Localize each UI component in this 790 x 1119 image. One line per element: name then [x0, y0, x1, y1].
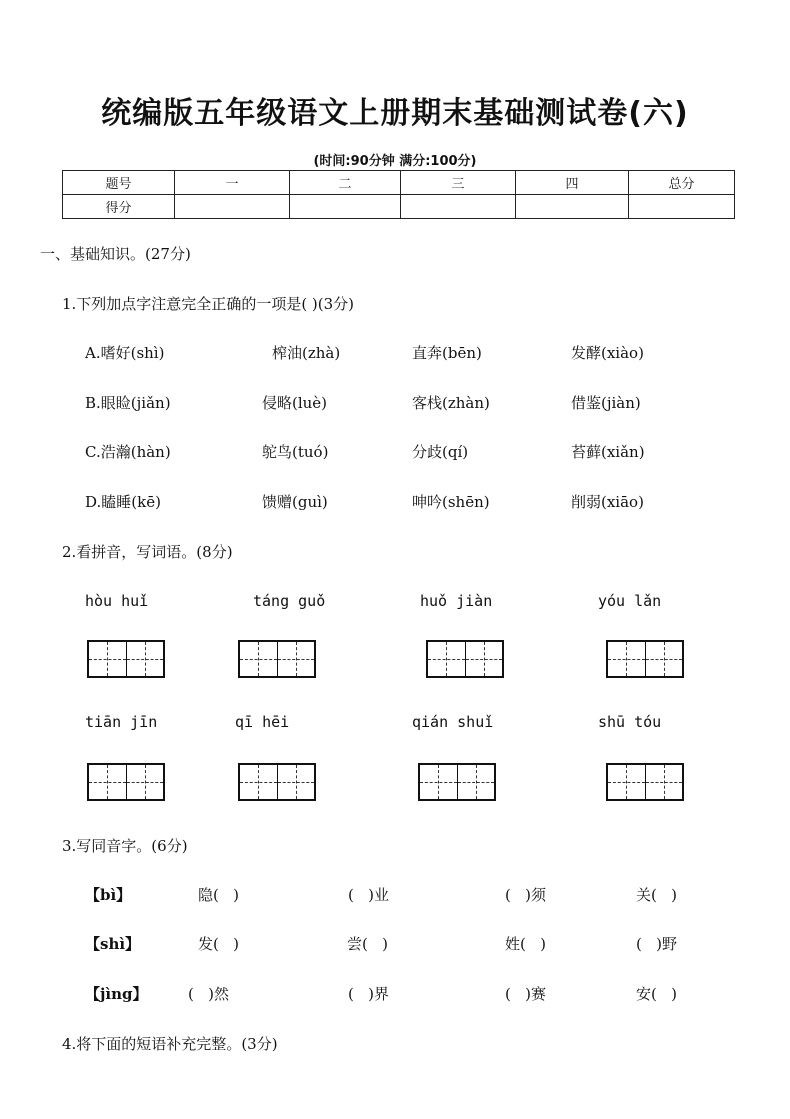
writing-grid[interactable]	[238, 640, 316, 678]
question-4-prompt: 4.将下面的短语补充完整。(3分)	[62, 1035, 278, 1053]
pinyin-tag: 【shì】	[85, 935, 141, 953]
section-heading: 一、基础知识。(27分)	[40, 245, 191, 263]
score-header-cell: 三	[401, 171, 516, 195]
pinyin-label: shū tóu	[598, 713, 662, 731]
option-row-b	[85, 392, 725, 414]
option-word: 馈赠(guì)	[262, 493, 328, 511]
score-cell[interactable]	[175, 195, 290, 219]
pinyin-label: hòu huǐ	[85, 592, 149, 610]
option-word: 侵略(luè)	[262, 394, 328, 412]
score-row-label: 得分	[63, 195, 175, 219]
writing-grid-row-2	[0, 763, 790, 805]
score-header-cell: 总分	[629, 171, 735, 195]
score-cell[interactable]	[516, 195, 629, 219]
homophone-blank[interactable]: 发( )	[198, 935, 240, 953]
pinyin-label: tiān jīn	[85, 713, 158, 731]
pinyin-label: qián shuǐ	[412, 713, 494, 731]
question-3-prompt: 3.写同音字。(6分)	[62, 837, 188, 855]
pinyin-tag: 【bì】	[85, 886, 132, 904]
writing-grid[interactable]	[426, 640, 504, 678]
homophone-blank[interactable]: 关( )	[636, 886, 678, 904]
score-cell[interactable]	[290, 195, 401, 219]
option-word: 鸵鸟(tuó)	[262, 443, 329, 461]
question-1-prompt: 1.下列加点字注意完全正确的一项是( )(3分)	[62, 295, 355, 313]
writing-grid[interactable]	[87, 763, 165, 801]
pinyin-label: yóu lǎn	[598, 592, 662, 610]
homophone-blank[interactable]: ( )业	[348, 886, 390, 904]
writing-grid-row-1	[0, 640, 790, 682]
homophone-blank[interactable]: 姓( )	[505, 935, 547, 953]
homophone-row	[85, 933, 725, 955]
option-word: A.嗜好(shì)	[85, 344, 165, 362]
exam-time-score-note: (时间:90分钟 满分:100分)	[313, 154, 477, 169]
pinyin-label: táng guǒ	[253, 592, 326, 610]
score-header-cell: 一	[175, 171, 290, 195]
writing-grid[interactable]	[238, 763, 316, 801]
option-row-c	[85, 441, 725, 463]
score-cell[interactable]	[629, 195, 735, 219]
writing-grid[interactable]	[606, 763, 684, 801]
writing-grid[interactable]	[418, 763, 496, 801]
homophone-blank[interactable]: ( )须	[505, 886, 547, 904]
pinyin-label: huǒ jiàn	[420, 592, 493, 610]
pinyin-label: qī hēi	[235, 713, 290, 731]
writing-grid[interactable]	[87, 640, 165, 678]
option-word: 榨油(zhà)	[272, 344, 341, 362]
option-row-d	[85, 491, 725, 513]
option-word: 苔藓(xiǎn)	[571, 443, 645, 461]
homophone-blank[interactable]: 隐( )	[198, 886, 240, 904]
score-table-header-row	[63, 171, 735, 195]
question-2-prompt: 2.看拼音，写词语。(8分)	[62, 543, 233, 561]
score-table	[62, 170, 735, 219]
option-word: 客栈(zhàn)	[412, 394, 490, 412]
homophone-blank[interactable]: ( )然	[188, 985, 230, 1003]
homophone-blank[interactable]: 安( )	[636, 985, 678, 1003]
homophone-blank[interactable]: ( )赛	[505, 985, 547, 1003]
pinyin-tag: 【jìng】	[85, 985, 148, 1003]
score-cell[interactable]	[401, 195, 516, 219]
option-word: 发酵(xiào)	[571, 344, 644, 362]
writing-grid[interactable]	[606, 640, 684, 678]
option-word: C.浩瀚(hàn)	[85, 443, 171, 461]
option-word: 削弱(xiāo)	[571, 493, 644, 511]
option-word: 借鉴(jiàn)	[571, 394, 641, 412]
homophone-blank[interactable]: 尝( )	[347, 935, 389, 953]
page-title: 统编版五年级语文上册期末基础测试卷(六)	[101, 96, 689, 131]
option-word: 直奔(bēn)	[412, 344, 482, 362]
option-word: D.瞌睡(kē)	[85, 493, 161, 511]
option-word: 分歧(qí)	[412, 443, 469, 461]
score-header-cell: 四	[516, 171, 629, 195]
option-word: B.眼睑(jiǎn)	[85, 394, 171, 412]
score-header-cell: 二	[290, 171, 401, 195]
homophone-row	[85, 983, 725, 1005]
score-table-score-row	[63, 195, 735, 219]
score-header-cell: 题号	[63, 171, 175, 195]
homophone-blank[interactable]: ( )野	[636, 935, 678, 953]
option-word: 呻吟(shēn)	[412, 493, 490, 511]
homophone-blank[interactable]: ( )界	[348, 985, 390, 1003]
homophone-row	[85, 884, 725, 906]
option-row-a	[85, 342, 725, 364]
